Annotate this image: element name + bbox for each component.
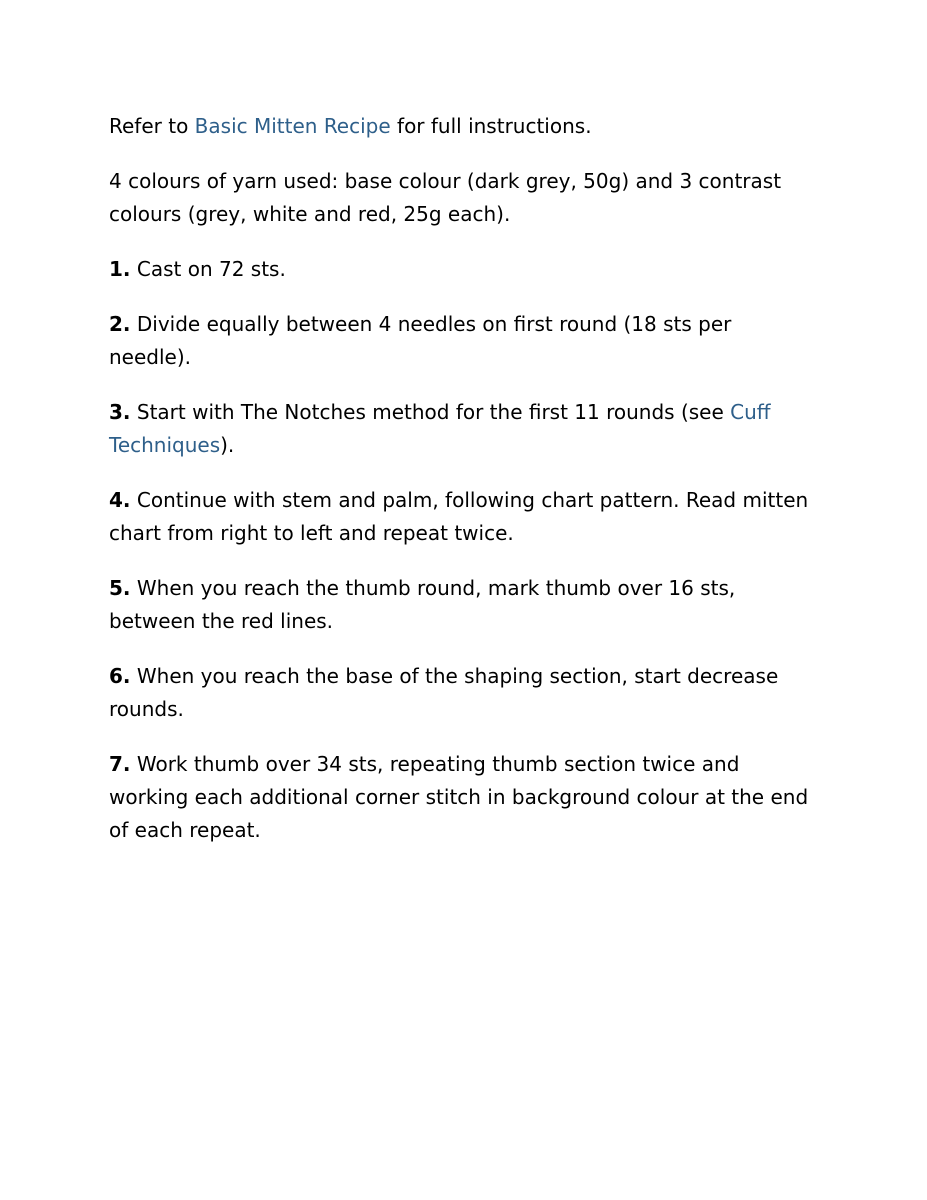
- step-1: [109, 253, 809, 286]
- step-number: 5.: [109, 576, 131, 600]
- intro-text-before: Refer to: [109, 114, 195, 138]
- step-text: Cast on 72 sts.: [130, 257, 286, 281]
- step-7: [109, 748, 809, 847]
- step-4: [109, 484, 809, 550]
- step-number: 4.: [109, 488, 131, 512]
- step-text-after: ).: [220, 433, 235, 457]
- step-number: 1.: [109, 257, 131, 281]
- step-text: Divide equally between 4 needles on first round (18 sts per needle).: [109, 312, 732, 369]
- intro-text-after: for full instructions.: [390, 114, 592, 138]
- step-text: Continue with stem and palm, following chart pattern. Read mitten chart from right to left and repeat twice.: [109, 488, 809, 545]
- step-2: [109, 308, 809, 374]
- step-5: [109, 572, 809, 638]
- step-text: When you reach the base of the shaping section, start decrease rounds.: [109, 664, 779, 721]
- intro-paragraph: [109, 110, 809, 143]
- basic-mitten-recipe-link[interactable]: Basic Mitten Recipe: [194, 114, 391, 138]
- step-text: Work thumb over 34 sts, repeating thumb section twice and working each additional corner stitch in background colour at the end of each repeat.: [109, 752, 809, 842]
- step-number: 7.: [109, 752, 131, 776]
- step-number: 3.: [109, 400, 131, 424]
- step-text-before: Start with The Notches method for the first 11 rounds (see: [130, 400, 731, 424]
- step-number: 6.: [109, 664, 131, 688]
- step-6: [109, 660, 809, 726]
- step-text: When you reach the thumb round, mark thumb over 16 sts, between the red lines.: [109, 576, 736, 633]
- cuff-techniques-link[interactable]: Cuff Techniques: [109, 400, 771, 457]
- step-3: [109, 396, 809, 462]
- step-number: 2.: [109, 312, 131, 336]
- yarn-note-paragraph: 4 colours of yarn used: base colour (dark grey, 50g) and 3 contrast colours (grey, white and red, 25g each).: [109, 169, 782, 226]
- instructions-body: [109, 110, 809, 869]
